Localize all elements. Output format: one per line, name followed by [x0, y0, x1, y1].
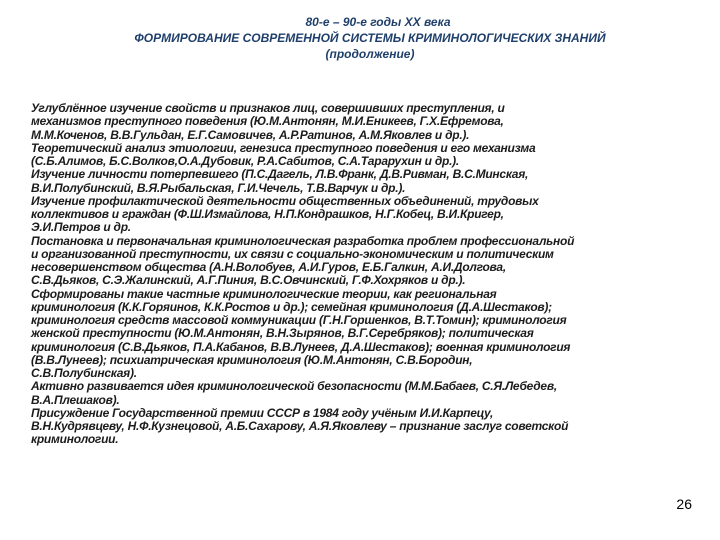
paragraph-line: Постановка и первоначальная криминологическая разработка проблем профессиональной [31, 233, 575, 248]
paragraph-line: механизмов преступного поведения (Ю.М.Антонян, М.И.Еникеев, Г.Х.Ефремова, [31, 114, 504, 129]
paragraph-line: Активно развивается идея криминологической безопасности (М.М.Бабаев, С.Я.Лебедев, [31, 379, 557, 394]
paragraph-line: Присуждение Государственной премии СССР в 1984 году учёным И.И.Карпецу, [31, 405, 494, 420]
body-paragraph [31, 142, 703, 169]
paragraph-line: В.И.Полубинский, В.Я.Рыбальская, Г.И.Чечель, Т.В.Варчук и др.). [31, 180, 406, 195]
paragraph-line: несовершенством общества (А.Н.Волобуев, А.И.Гуров, Е.Б.Галкин, А.И.Долгова, [31, 260, 506, 274]
paragraph-line: криминология (С.В.Дьяков, П.А.Кабанов, В.В.Лунеев, Д.А.Шестаков); военная криминология [31, 339, 571, 354]
paragraph-line: (В.В.Лунеев); психиатрическая криминология (Ю.М.Антонян, С.В.Бородин, [31, 352, 473, 367]
paragraph-line: Сформированы такие частные криминологические теории, как региональная [31, 286, 497, 301]
body-paragraph [31, 168, 703, 195]
page-number: 26 [676, 496, 692, 512]
paragraph-line: Изучение профилактической деятельности общественных объединений, трудовых [31, 193, 539, 208]
header-title: ФОРМИРОВАНИЕ СОВРЕМЕННОЙ СИСТЕМЫ КРИМИНОЛОГИЧЕСКИХ ЗНАНИЙ [134, 31, 606, 45]
paragraph-line: криминология средств массовой коммуникации (Г.Н.Горшенков, В.Т.Томин); криминология [31, 313, 567, 327]
paragraph-line: криминология (К.К.Горяинов, К.К.Ростов и др.); семейная криминология (Д.А.Шестаков); [31, 299, 552, 314]
slide-header [20, 14, 720, 62]
body-paragraph [31, 380, 703, 407]
paragraph-line: Э.И.Петров и др. [31, 220, 131, 235]
body-paragraph [31, 195, 703, 235]
paragraph-line: Изучение личности потерпевшего (П.С.Дагель, Л.В.Франк, Д.В.Ривман, В.С.Минская, [31, 167, 529, 182]
body-paragraph [31, 235, 703, 288]
body-paragraph [31, 288, 703, 381]
header-subtitle: (продолжение) [325, 47, 415, 61]
paragraph-line: С.В.Полубинская). [31, 366, 137, 380]
paragraph-line: и организованной преступности, их связи с социально-экономическим и политическим [31, 246, 554, 261]
header-period: 80-е – 90-е годы XX века [305, 15, 451, 29]
body-paragraph [31, 407, 703, 447]
slide-body [31, 102, 703, 447]
paragraph-line: женской преступности (Ю.М.Антонян, В.Н.Зырянов, В.Г.Серебряков); политическая [31, 326, 534, 341]
paragraph-line: С.В.Дьяков, С.Э.Жалинский, А.Г.Пиния, В.С.Овчинский, Г.Ф.Хохряков и др.). [31, 273, 466, 288]
body-paragraph [31, 102, 703, 142]
paragraph-line: (С.Б.Алимов, Б.С.Волков,О.А.Дубовик, Р.А.Сабитов, С.А.Тарарухин и др.). [31, 154, 459, 168]
paragraph-line: криминологии. [31, 432, 119, 447]
paragraph-line: Теоретический анализ этиологии, генезиса преступного поведения и его механизма [31, 140, 536, 155]
paragraph-line: М.М.Коченов, В.В.Гульдан, Е.Г.Самовичев, А.Р.Ратинов, А.М.Яковлев и др.). [31, 127, 470, 142]
paragraph-line: коллективов и граждан (Ф.Ш.Измайлова, Н.П.Кондрашков, Н.Г.Кобец, В.И.Кригер, [31, 207, 504, 221]
paragraph-line: Углублённое изучение свойств и признаков лиц, совершивших преступления, и [31, 101, 505, 115]
paragraph-line: В.Н.Кудрявцеву, Н.Ф.Кузнецовой, А.Б.Сахарову, А.Я.Яковлеву – признание заслуг советской [31, 419, 569, 433]
paragraph-line: В.А.Плешаков). [31, 392, 120, 407]
